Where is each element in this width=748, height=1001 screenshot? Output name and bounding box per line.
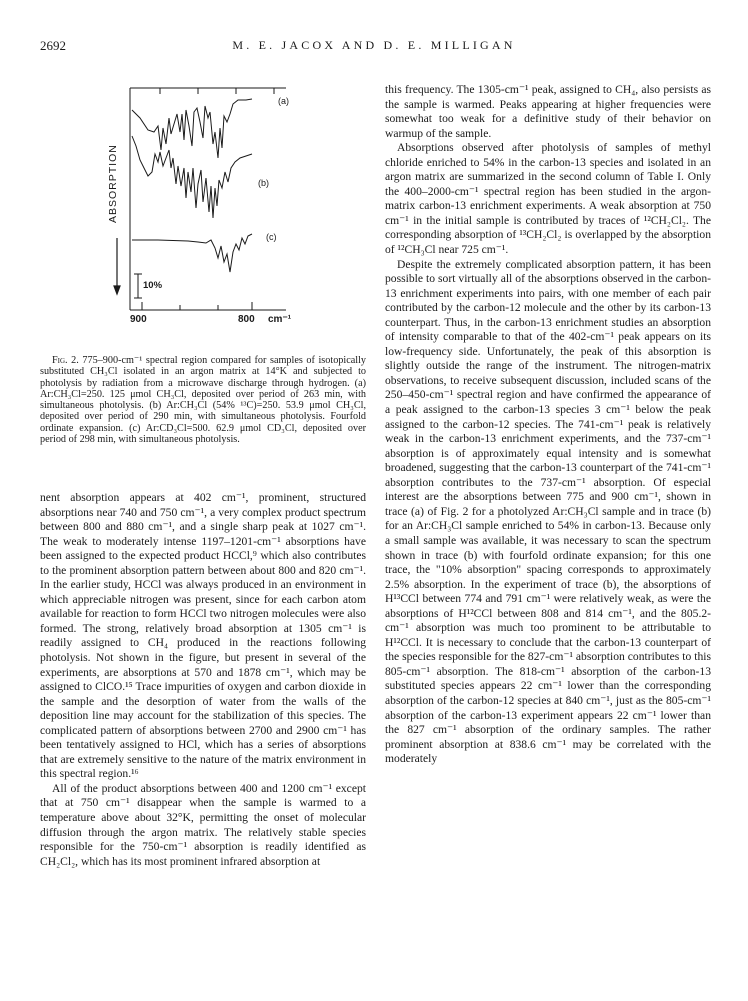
page-number: 2692 <box>40 38 66 53</box>
running-head: M. E. JACOX AND D. E. MILLIGAN <box>232 38 516 52</box>
body-paragraph: nent absorption appears at 402 cm⁻¹, prominent, structured absorptions near 740 and 750 cm⁻¹, a very complex product spectrum between 800 and 880 cm⁻¹, and a single sharp peak at 1027 cm⁻¹. The weak to moderately intense 1197–1201-cm⁻¹ absorptions have been assigned to the expected product HCCl,⁹ which also contributes to the prominent absorption pattern between about 800 and 820 cm⁻¹. In the earlier study, HCCl was always produced in an environment in which appreciable nitrogen was present, since for each carbon atom available for reaction to form HCCl two nitrogen molecules were also formed. The strong, relatively broad absorption at 1305 cm⁻¹ is readily assigned to CH₄ produced in the reactions following photolysis. Not shown in the figure, but present in several of the experiments, are absorptions at 570 and 1878 cm⁻¹, which may be assigned to ClCO.¹⁵ Trace impurities of oxygen and carbon dioxide in the sample and the desorption of water from the walls of the deposition line may account for the stabilization of this species. The complicated pattern of absorptions between 2700 and 2900 cm⁻¹ has been tentatively assigned to HCl, which has a series of absorptions that are extremely sensitive to the nature of the matrix environment in this spectral region.¹⁶ <box>40 491 366 781</box>
trace-c <box>132 234 252 272</box>
body-paragraph: All of the product absorptions between 400 and 1200 cm⁻¹ except that at 750 cm⁻¹ disappear when the sample is warmed to a temperature above about 32°K, permitting the onset of molecular diffusion through the argon matrix. The relatively stable species responsible for the 750-cm⁻¹ absorption is readily identified as CH₂Cl₂, which has its most prominent infrared absorption at <box>40 781 366 868</box>
body-paragraph: Absorptions observed after photolysis of samples of methyl chloride enriched to 54% in the carbon-13 species and isolated in an argon matrix are summarized in the second column of Table I. Only the 400–2000-cm⁻¹ spectral region has been studied in the argon-matrix carbon-13 enrichment experiments. A weak absorption at 750 cm⁻¹ in the initial sample is contributed by traces of ¹²CH₂Cl₂. The corresponding absorption of ¹³CH₂Cl₂ is overlapped by the absorption of ¹²CH₃Cl near 725 cm⁻¹. <box>385 141 711 257</box>
trace-b <box>132 136 252 218</box>
caption-fig-label: Fig. 2. <box>52 355 79 366</box>
absorption-arrow <box>114 238 120 294</box>
body-paragraph: this frequency. The 1305-cm⁻¹ peak, assigned to CH₄, also persists as the sample is warmed. Peaks appearing at higher frequencies were somewhat too weak for a definitive study of their behavior on warmup of the sample. <box>385 83 711 140</box>
right-column <box>385 83 711 767</box>
trace-label-a: (a) <box>278 96 289 106</box>
scale-bar-label: 10% <box>143 280 163 291</box>
x-tick-label-900: 900 <box>130 314 147 325</box>
trace-label-c: (c) <box>266 232 277 242</box>
x-axis-unit: cm⁻¹ <box>268 314 292 325</box>
trace-a <box>132 99 252 158</box>
figure-2-spectra <box>107 88 298 338</box>
x-tick-label-800: 800 <box>238 314 255 325</box>
left-column <box>40 491 366 869</box>
spectra-plot <box>118 88 298 338</box>
trace-label-b: (b) <box>258 178 269 188</box>
caption-text: 775–900-cm⁻¹ spectral region compared for samples of isotopically substituted CH₃Cl isolated in an argon matrix at 14°K and subjected to photolysis by radiation from a microwave discharge through hydrogen. (a) Ar:CH₃Cl=250. 125 μmol CH₃Cl, deposited over period of 263 min, with simultaneous photolysis. (b) Ar:CH₃Cl (54% ¹³C)=250. 53.9 μmol CH₃Cl, deposited over period of 290 min, with simultaneous photolysis. Fourfold ordinate expansion. (c) Ar:CD₃Cl=500. 62.9 μmol CD₃Cl, deposited over period of 298 min, with simultaneous photolysis. <box>40 355 367 446</box>
body-paragraph: Despite the extremely complicated absorption pattern, it has been possible to sort virtually all of the absorptions observed in the carbon-13 enrichment experiments into pairs, with one member of each pair contributed by the carbon-12 molecule and the other by its carbon-13 counterpart. Thus, in the carbon-13 enrichment studies an absorption of intensity comparable to that of the 402-cm⁻¹ peak appears on its low-frequency side. Unfortunately, the peak of this absorption is slightly outside the range of the instrument. The nitrogen-matrix observations, to receive subsequent discussion, included scans of the 250–450-cm⁻¹ spectral region and have confirmed the appearance of a peak assigned to the carbon-13 species 3 cm⁻¹ below the peak assigned to the carbon-12 species. The 741-cm⁻¹ peak is relatively weak in the carbon-13 enrichment experiments, and the 737-cm⁻¹ absorption is of approximately equal intensity and is somewhat broadened, suggesting that the carbon-13 counterpart of the 741-cm⁻¹ absorption contributes to the 737-cm⁻¹ absorption. Of especial interest are the absorptions between 775 and 900 cm⁻¹, shown in trace (a) of Fig. 2 for a photolyzed Ar:CH₃Cl sample and in trace (b) for an Ar:CH₃Cl sample enriched to 54% in carbon-13. Because only a small sample was available, it was necessary to scan the spectrum shown in trace (b) with fourfold ordinate expansion; for this one trace, the "10% absorption" spacing corresponds to approximately 2.5% absorption. In the experiment of trace (b), the absorptions of H¹³CCl between 774 and 791 cm⁻¹ were relatively weak, as were the absorptions of H¹²CCl between 808 and 814 cm⁻¹, and the 805.2-cm⁻¹ absorption was much too prominent to be attributable to H¹²CCl. It is necessary to conclude that the carbon-13 counterpart of the species responsible for the 827-cm⁻¹ absorption contributes to this 805-cm⁻¹ absorption. The 818-cm⁻¹ absorption of the carbon-13 substituted species appears 22 cm⁻¹ lower than the corresponding absorption of the carbon-12 species at 840 cm⁻¹, just as the 805-cm⁻¹ absorption of the carbon-13 experiment appears 22 cm⁻¹ lower than the 827 cm⁻¹ absorption of the ordinary samples. The rather prominent absorption at 838.6 cm⁻¹ may be correlated with the moderately <box>385 257 711 766</box>
y-axis-label: ABSORPTION <box>107 144 119 223</box>
figure-caption <box>40 355 366 445</box>
